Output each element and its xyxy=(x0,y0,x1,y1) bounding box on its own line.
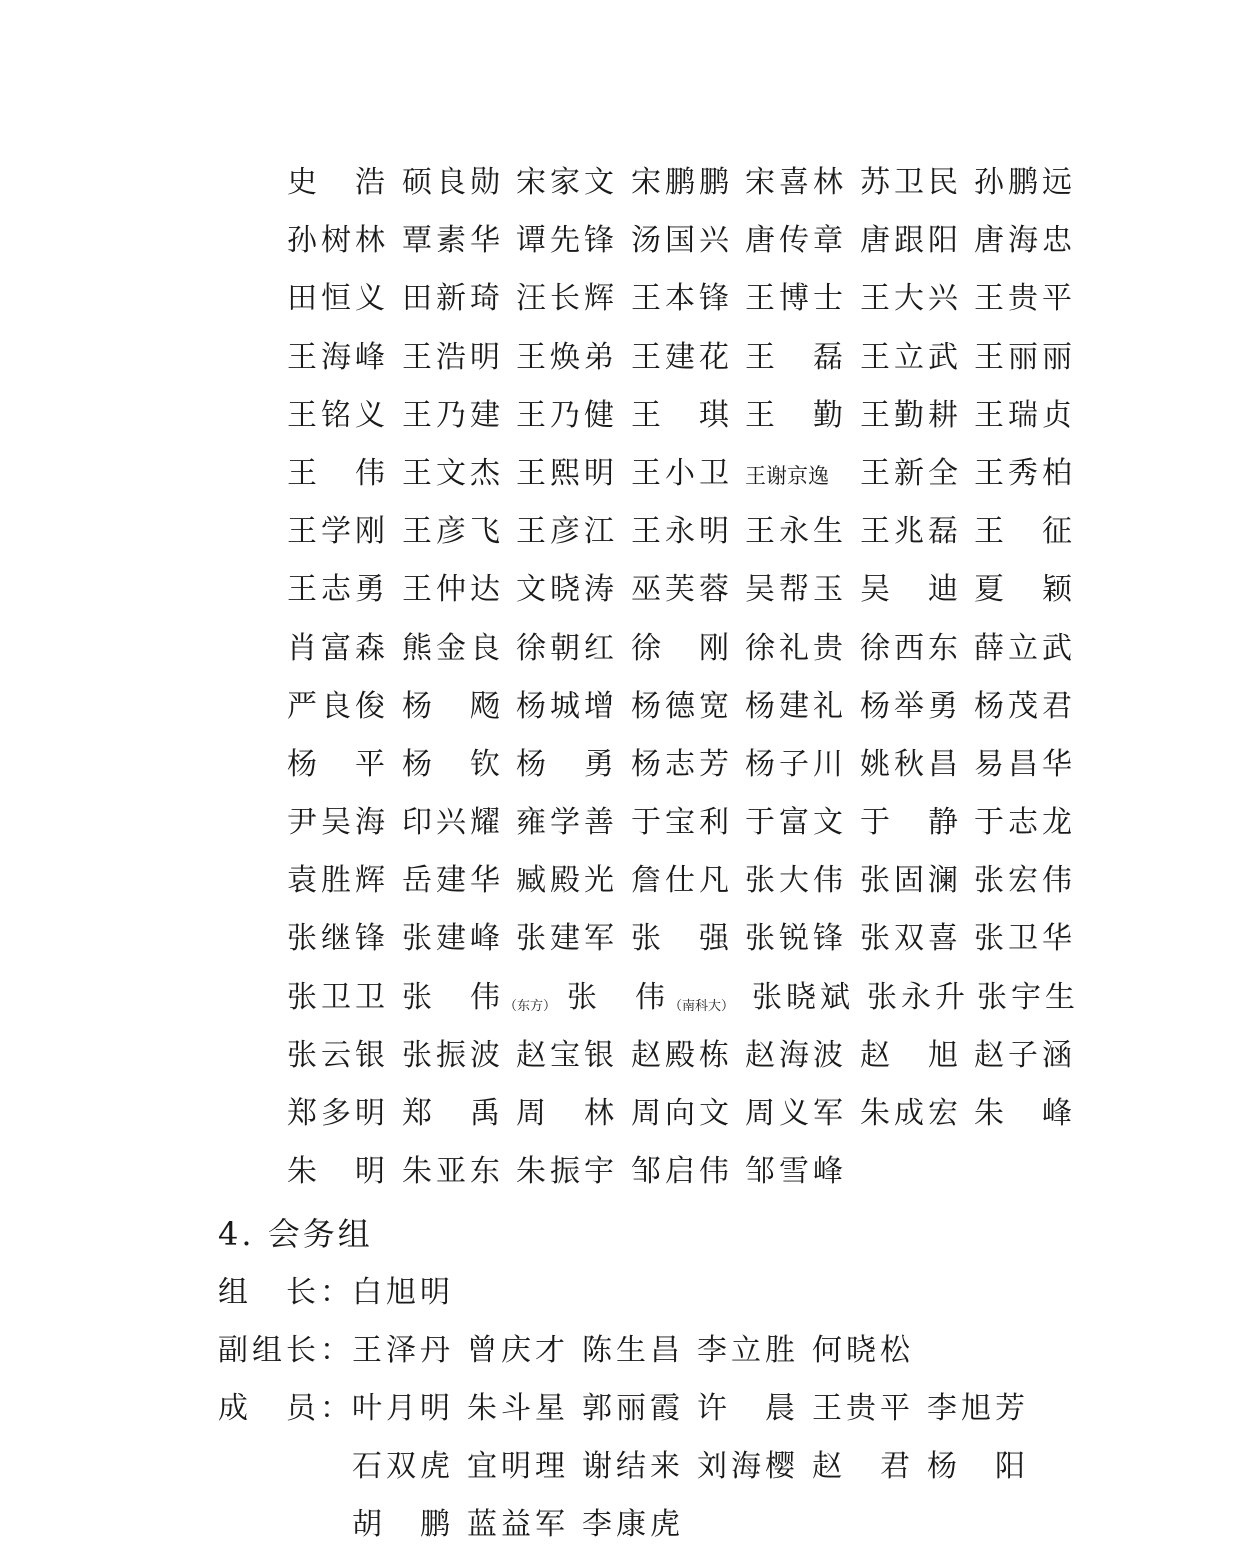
member-name: 孙树林 xyxy=(287,223,389,259)
deputy-list xyxy=(352,1322,1052,1380)
member-name: 王谢京逸 xyxy=(745,463,829,488)
member-name: 赵 旭 xyxy=(860,1037,962,1073)
member-name: 王小卫 xyxy=(631,455,733,491)
member-name: 张继锋 xyxy=(287,921,389,957)
member-name: 肖富森 xyxy=(287,630,389,666)
team-member-name: 王贵平 xyxy=(812,1391,914,1426)
team-member-name: 赵 君 xyxy=(812,1449,914,1484)
member-name: 张锐锋 xyxy=(745,921,847,957)
member-name: 王乃建 xyxy=(402,397,504,433)
team-member-name: 许 晨 xyxy=(697,1391,799,1426)
member-name: 杨建礼 xyxy=(745,688,847,724)
member-name: 汤国兴 xyxy=(631,223,733,259)
member-name: 严良俊 xyxy=(287,688,389,724)
member-name: 朱亚东 xyxy=(402,1154,504,1190)
member-name: 张建峰 xyxy=(402,921,504,957)
member-name: 朱振宇 xyxy=(516,1154,618,1190)
member-name: 于富文 xyxy=(745,805,847,841)
member-name: 赵子涵 xyxy=(974,1037,1076,1073)
deputy-name: 李立胜 xyxy=(697,1333,799,1368)
team-member-name: 杨 阳 xyxy=(927,1449,1029,1484)
member-name: 邹启伟 xyxy=(631,1154,733,1190)
member-name: 于 静 xyxy=(860,805,962,841)
member-name: 王熙明 xyxy=(516,455,618,491)
team-member-name: 宜明理 xyxy=(467,1449,569,1484)
member-name: 宋家文 xyxy=(516,165,618,200)
member-name: 张卫卫 xyxy=(287,979,389,1015)
team-member-name: 刘海樱 xyxy=(697,1449,799,1484)
affiliation-note: （东方） xyxy=(504,998,557,1014)
member-name: 文晓涛 xyxy=(516,572,618,608)
member-name: 王瑞贞 xyxy=(974,397,1076,433)
member-name: 臧殿光 xyxy=(516,863,618,899)
member-name: 易昌华 xyxy=(974,746,1076,782)
member-name: 王文杰 xyxy=(402,455,504,491)
member-name: 王志勇 xyxy=(287,572,389,608)
member-name: 于宝利 xyxy=(631,805,733,841)
member-name: 苏卫民 xyxy=(860,165,962,200)
member-name: 薛立武 xyxy=(974,630,1076,666)
member-name: 王铭义 xyxy=(287,397,389,433)
member-name: 徐朝红 xyxy=(516,630,618,666)
member-name: 朱成宏 xyxy=(860,1096,962,1131)
team-member-name: 李康虎 xyxy=(582,1507,684,1542)
member-name: 唐海忠 xyxy=(974,223,1076,259)
team-member-name: 蓝益军 xyxy=(467,1507,569,1542)
member-name: 姚秋昌 xyxy=(860,746,962,782)
member-name: 吴帮玉 xyxy=(745,572,847,608)
member-name: 王博士 xyxy=(745,281,847,317)
member-name: 张 伟（东方） xyxy=(402,979,557,1015)
affiliation-note: （南科大） xyxy=(669,998,735,1014)
deputy-name: 曾庆才 xyxy=(467,1333,569,1368)
member-name: 杨德宽 xyxy=(631,688,733,724)
member-name: 张建军 xyxy=(516,921,618,957)
member-name: 尹吴海 xyxy=(287,805,389,841)
member-name: 张云银 xyxy=(287,1037,389,1073)
member-name: 熊金良 xyxy=(402,630,504,666)
deputy-name: 陈生昌 xyxy=(582,1333,684,1368)
member-name: 唐传章 xyxy=(745,223,847,259)
deputy-label: 副组长： xyxy=(218,1333,354,1368)
deputy-name: 何晓松 xyxy=(812,1333,914,1368)
leader-label: 组 长： xyxy=(218,1275,354,1310)
member-name: 张大伟 xyxy=(745,863,847,899)
member-name: 王 征 xyxy=(974,514,1076,550)
member-name: 覃素华 xyxy=(402,223,504,259)
member-name: 王浩明 xyxy=(402,339,504,375)
member-name: 杨子川 xyxy=(745,746,847,782)
member-name: 郑 禹 xyxy=(402,1096,504,1131)
member-name: 王秀柏 xyxy=(974,455,1076,491)
member-name: 王勤耕 xyxy=(860,397,962,433)
member-name: 王建花 xyxy=(631,339,733,375)
member-name: 王彦飞 xyxy=(402,514,504,550)
member-name: 徐礼贵 xyxy=(745,630,847,666)
member-name: 吴 迪 xyxy=(860,572,962,608)
member-name: 岳建华 xyxy=(402,863,504,899)
member-name: 张固澜 xyxy=(860,863,962,899)
team-member-name: 谢结来 xyxy=(582,1449,684,1484)
member-name: 袁胜辉 xyxy=(287,863,389,899)
member-name: 徐 刚 xyxy=(631,630,733,666)
member-name: 雍学善 xyxy=(516,805,618,841)
member-name: 王 磊 xyxy=(745,339,847,375)
member-name: 印兴耀 xyxy=(402,805,504,841)
member-name: 赵殿栋 xyxy=(631,1037,733,1073)
member-name: 张宇生 xyxy=(977,979,1079,1015)
member-name: 张卫华 xyxy=(974,921,1076,957)
member-name: 唐跟阳 xyxy=(860,223,962,259)
member-name: 杨志芳 xyxy=(631,746,733,782)
member-name: 周向文 xyxy=(631,1096,733,1131)
member-name: 王本锋 xyxy=(631,281,733,317)
member-name: 王彦江 xyxy=(516,514,618,550)
member-name: 谭先锋 xyxy=(516,223,618,259)
leader-line xyxy=(218,1264,454,1322)
member-name: 王新全 xyxy=(860,455,962,491)
member-name: 朱 峰 xyxy=(974,1096,1076,1131)
member-name: 王焕弟 xyxy=(516,339,618,375)
member-name: 张晓斌 xyxy=(752,979,854,1015)
deputy-name: 王泽丹 xyxy=(352,1333,454,1368)
member-name: 孙鹏远 xyxy=(974,165,1076,200)
member-name: 杨 飏 xyxy=(402,688,504,724)
team-member-name: 石双虎 xyxy=(352,1449,454,1484)
team-member-name: 朱斗星 xyxy=(467,1391,569,1426)
member-name: 夏 颖 xyxy=(974,572,1076,608)
leader-name: 白旭明 xyxy=(352,1275,454,1310)
member-name: 宋喜林 xyxy=(745,165,847,200)
member-name: 王 琪 xyxy=(631,397,733,433)
member-name: 王学刚 xyxy=(287,514,389,550)
member-name: 王乃健 xyxy=(516,397,618,433)
member-name: 王大兴 xyxy=(860,281,962,317)
member-name: 于志龙 xyxy=(974,805,1076,841)
member-name: 朱 明 xyxy=(287,1154,389,1190)
section-4-title: 4. 会务组 xyxy=(218,1215,373,1253)
member-name: 张 强 xyxy=(631,921,733,957)
deputy-line xyxy=(218,1322,1018,1380)
member-name: 杨茂君 xyxy=(974,688,1076,724)
member-name: 赵宝银 xyxy=(516,1037,618,1073)
member-name: 王立武 xyxy=(860,339,962,375)
member-name: 张振波 xyxy=(402,1037,504,1073)
member-name: 杨举勇 xyxy=(860,688,962,724)
member-name: 詹仕凡 xyxy=(631,863,733,899)
members-label: 成 员： xyxy=(218,1391,354,1426)
member-name: 王 伟 xyxy=(287,455,389,491)
team-member-name: 郭丽霞 xyxy=(582,1391,684,1426)
member-name: 张双喜 xyxy=(860,921,962,957)
member-name: 汪长辉 xyxy=(516,281,618,317)
member-name: 王永生 xyxy=(745,514,847,550)
member-name: 硕良勋 xyxy=(402,165,504,200)
member-name: 王贵平 xyxy=(974,281,1076,317)
member-name: 周 林 xyxy=(516,1096,618,1131)
team-member-name: 胡 鹏 xyxy=(352,1507,454,1542)
member-name: 王 勤 xyxy=(745,397,847,433)
member-name: 王兆磊 xyxy=(860,514,962,550)
team-member-name: 叶月明 xyxy=(352,1391,454,1426)
member-name: 宋鹏鹏 xyxy=(631,165,733,200)
member-name: 杨 平 xyxy=(287,746,389,782)
member-name: 杨 勇 xyxy=(516,746,618,782)
member-name: 张永升 xyxy=(867,979,969,1015)
team-member-name: 李旭芳 xyxy=(927,1391,1029,1426)
member-name: 张宏伟 xyxy=(974,863,1076,899)
member-name: 王仲达 xyxy=(402,572,504,608)
member-name: 邹雪峰 xyxy=(745,1154,847,1190)
member-name: 杨城增 xyxy=(516,688,618,724)
member-name: 赵海波 xyxy=(745,1037,847,1073)
member-name: 王永明 xyxy=(631,514,733,550)
member-name: 周义军 xyxy=(745,1096,847,1131)
member-name: 杨 钦 xyxy=(402,746,504,782)
member-name: 郑多明 xyxy=(287,1096,389,1131)
member-name: 史 浩 xyxy=(287,165,389,200)
member-name: 王海峰 xyxy=(287,339,389,375)
member-name: 巫芙蓉 xyxy=(631,572,733,608)
member-name: 田恒义 xyxy=(287,281,389,317)
member-name: 张 伟（南科大） xyxy=(567,979,735,1015)
member-name: 徐西东 xyxy=(860,630,962,666)
member-name: 田新琦 xyxy=(402,281,504,317)
member-name: 王丽丽 xyxy=(974,339,1076,375)
